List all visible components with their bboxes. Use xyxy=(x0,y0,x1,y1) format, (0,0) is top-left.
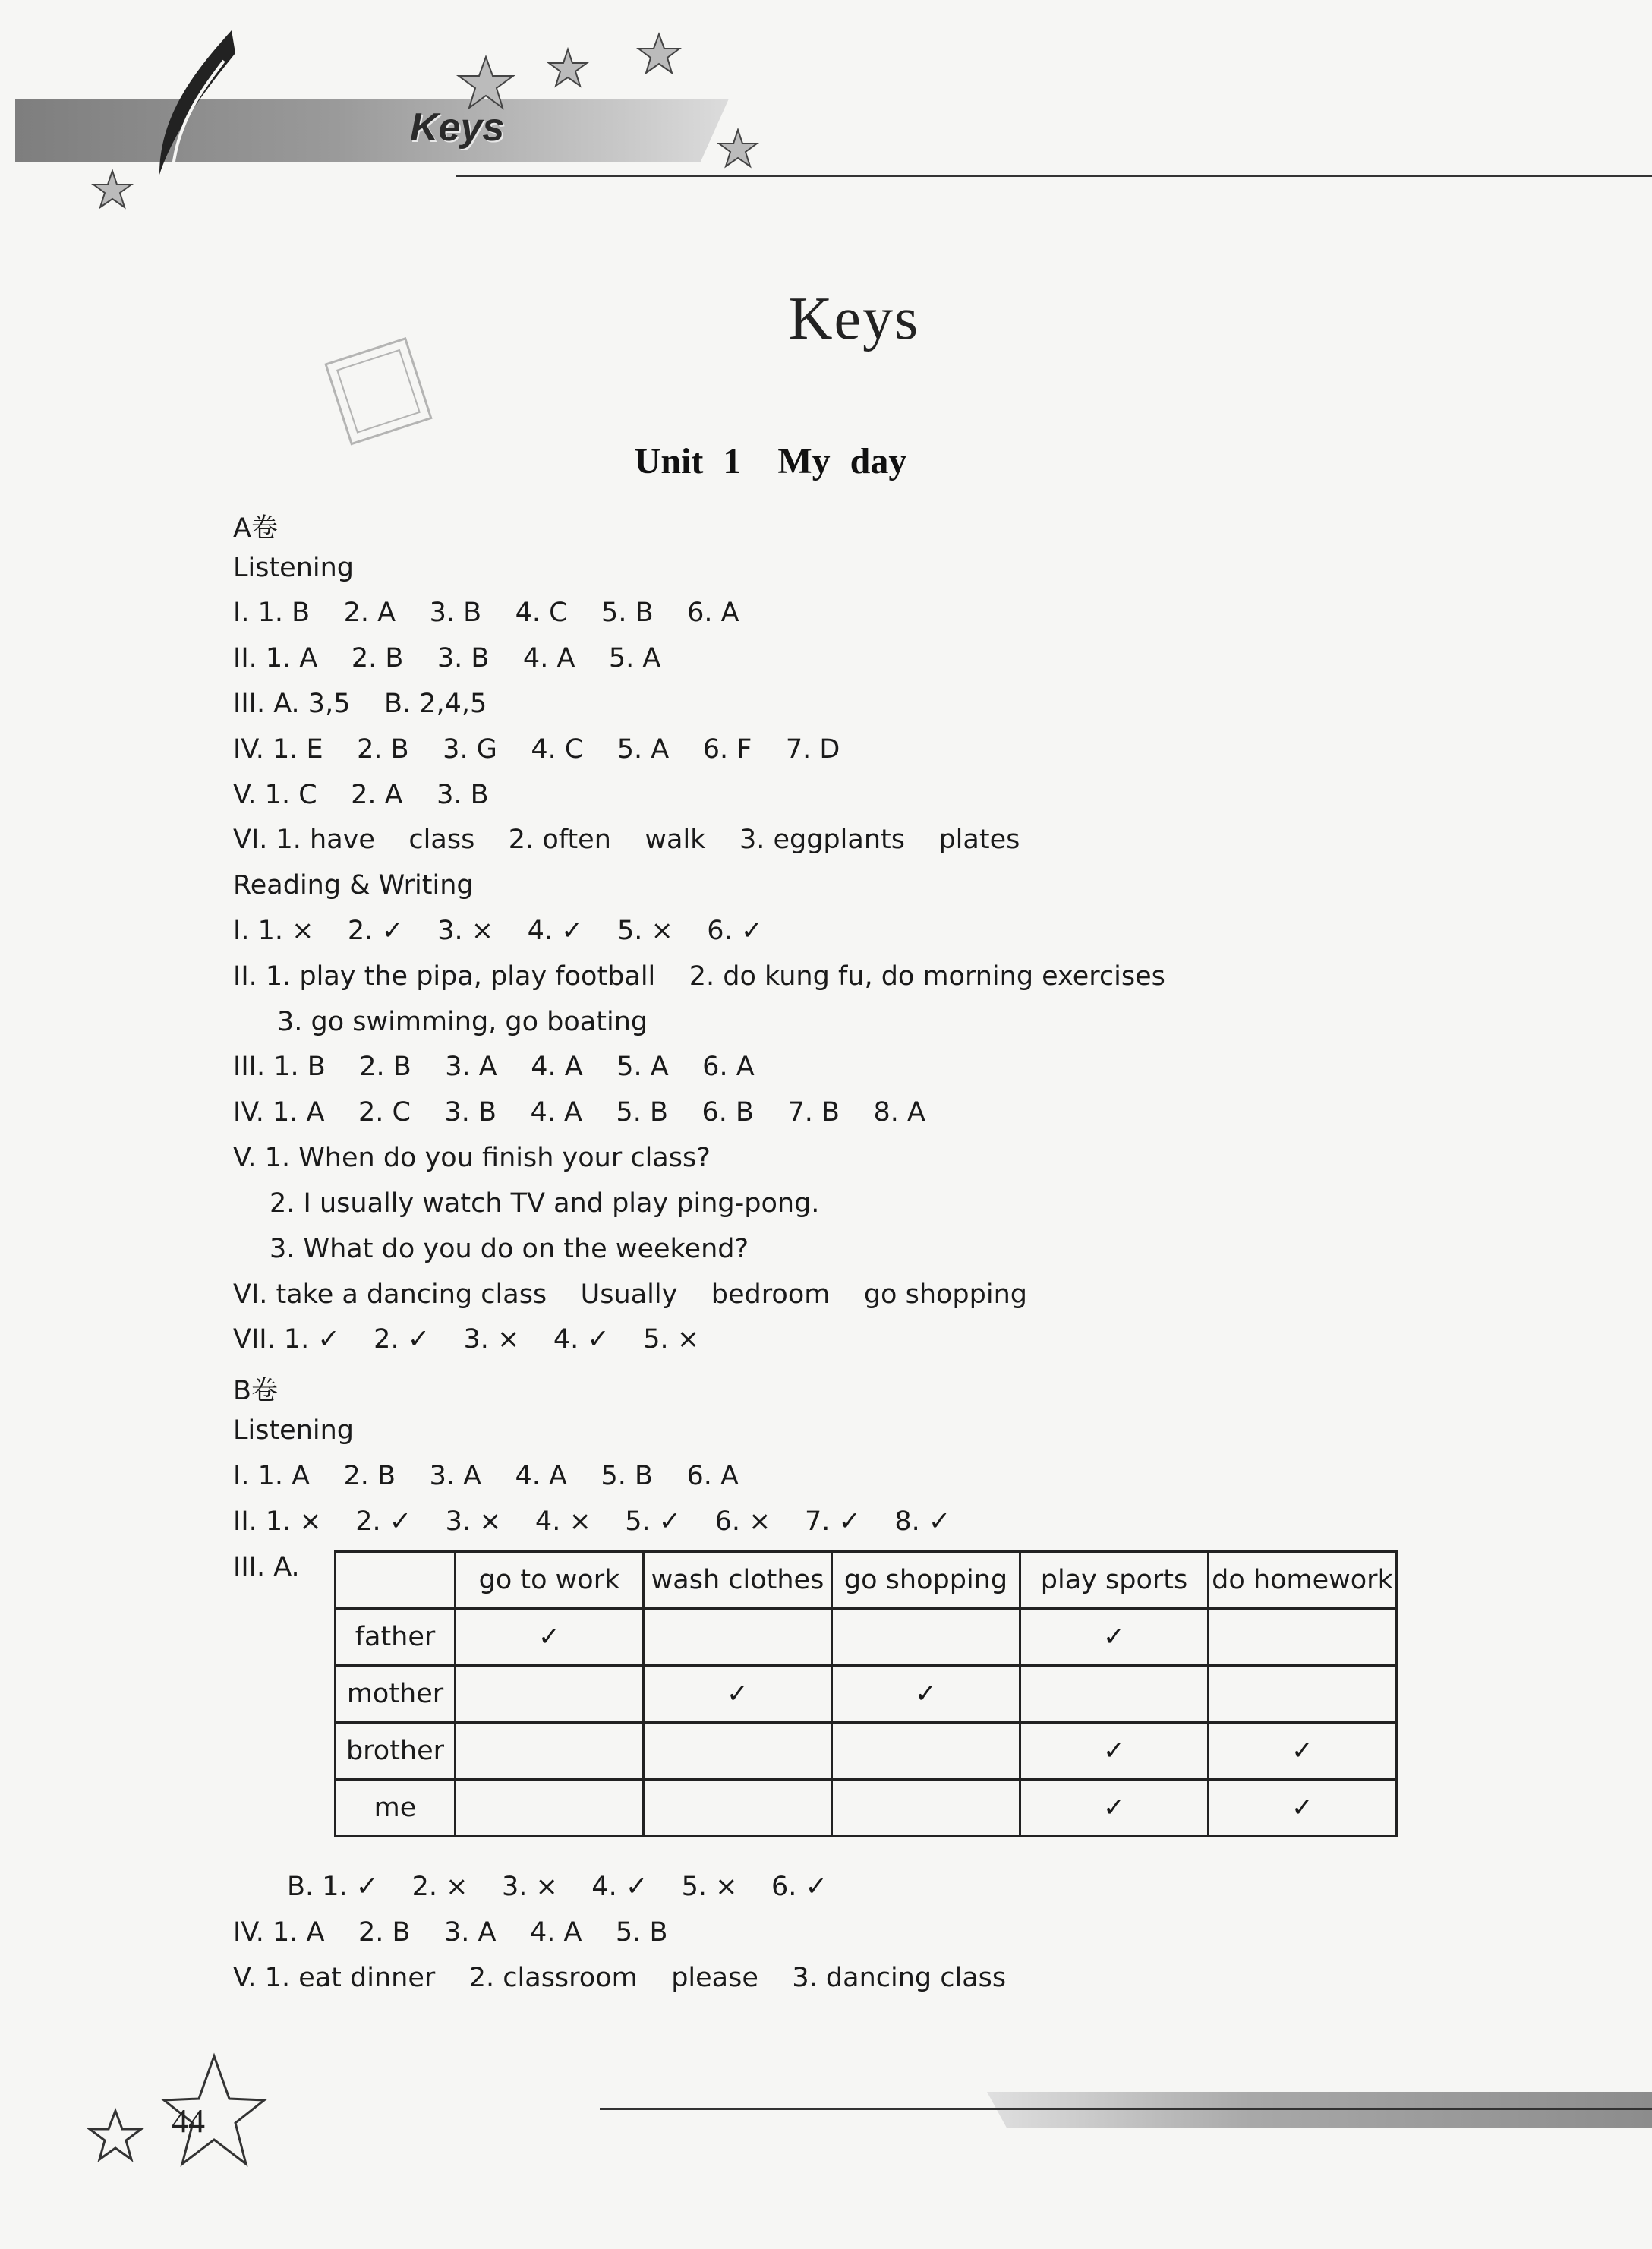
table-cell xyxy=(644,1780,832,1837)
answer-line: 2. I usually watch TV and play ping-pong. xyxy=(270,1188,820,1219)
answer-line: II. 1. × 2. ✓ 3. × 4. × 5. ✓ 6. × 7. ✓ 8. ✓ xyxy=(233,1506,951,1537)
table-cell: ✓ xyxy=(456,1609,644,1666)
table-cell xyxy=(832,1609,1020,1666)
answer-line: IV. 1. A 2. B 3. A 4. A 5. B xyxy=(233,1917,668,1948)
answer-line: VI. 1. have class 2. often walk 3. eggplants plates xyxy=(233,825,1020,855)
header-rule xyxy=(456,175,1652,177)
table-header-cell xyxy=(336,1552,456,1609)
answer-line: V. 1. When do you finish your class? xyxy=(233,1143,711,1173)
page-title: Keys xyxy=(788,285,920,352)
table-header-cell: go shopping xyxy=(832,1552,1020,1609)
activity-table xyxy=(334,1550,1398,1837)
star-icon xyxy=(456,53,516,114)
answer-line: VII. 1. ✓ 2. ✓ 3. × 4. ✓ 5. × xyxy=(233,1324,700,1355)
answer-line: VI. take a dancing class Usually bedroom go shopping xyxy=(233,1279,1027,1310)
page-number: 44 xyxy=(172,2102,205,2140)
table-row xyxy=(336,1723,1397,1780)
answer-line: I. 1. A 2. B 3. A 4. A 5. B 6. A xyxy=(233,1461,739,1491)
table-cell: ✓ xyxy=(1020,1723,1209,1780)
answer-line: B. 1. ✓ 2. × 3. × 4. ✓ 5. × 6. ✓ xyxy=(287,1872,828,1902)
table-header-cell: do homework xyxy=(1209,1552,1397,1609)
answer-line: IV. 1. A 2. C 3. B 4. A 5. B 6. B 7. B 8. A xyxy=(233,1097,925,1128)
table-row xyxy=(336,1780,1397,1837)
answer-line: V. 1. eat dinner 2. classroom please 3. dancing class xyxy=(233,1963,1007,1993)
feather-swoosh-icon xyxy=(144,23,251,182)
table-cell: ✓ xyxy=(832,1666,1020,1723)
footer-rule xyxy=(600,2108,1652,2110)
answer-line: IV. 1. E 2. B 3. G 4. C 5. A 6. F 7. D xyxy=(233,734,840,765)
answer-line: 3. go swimming, go boating xyxy=(277,1007,648,1037)
table-row xyxy=(336,1609,1397,1666)
row-label: brother xyxy=(336,1723,456,1780)
section-a-heading: A卷 xyxy=(233,513,278,544)
table-cell xyxy=(1020,1666,1209,1723)
table-cell: ✓ xyxy=(1020,1780,1209,1837)
listening-heading: Listening xyxy=(233,553,355,583)
unit-title: Unit 1 My day xyxy=(634,441,907,481)
answer-line: III. A. 3,5 B. 2,4,5 xyxy=(233,689,487,719)
table-cell xyxy=(644,1723,832,1780)
footer-bar xyxy=(987,2092,1652,2128)
table-cell xyxy=(832,1723,1020,1780)
row-label: father xyxy=(336,1609,456,1666)
reading-writing-heading: Reading & Writing xyxy=(233,870,474,901)
answer-line: II. 1. A 2. B 3. B 4. A 5. A xyxy=(233,643,661,673)
table-cell xyxy=(456,1723,644,1780)
section-b-heading: B卷 xyxy=(233,1376,279,1406)
table-cell: ✓ xyxy=(1209,1780,1397,1837)
table-header-row xyxy=(336,1552,1397,1609)
answer-line: III. A. xyxy=(233,1552,300,1582)
star-icon xyxy=(717,128,759,170)
answer-line: II. 1. play the pipa, play football 2. do kung fu, do morning exercises xyxy=(233,961,1165,992)
table-cell xyxy=(1209,1666,1397,1723)
listening-heading: Listening xyxy=(233,1415,355,1446)
table-cell: ✓ xyxy=(1209,1723,1397,1780)
answer-line: III. 1. B 2. B 3. A 4. A 5. A 6. A xyxy=(233,1052,755,1082)
table-header-cell: go to work xyxy=(456,1552,644,1609)
header-banner xyxy=(15,99,729,162)
answer-line: 3. What do you do on the weekend? xyxy=(270,1234,749,1264)
table-cell xyxy=(1209,1609,1397,1666)
star-icon xyxy=(547,47,589,90)
table-row xyxy=(336,1666,1397,1723)
table-cell: ✓ xyxy=(644,1666,832,1723)
table-cell: ✓ xyxy=(1020,1609,1209,1666)
table-header-cell: wash clothes xyxy=(644,1552,832,1609)
star-icon xyxy=(636,32,682,77)
answer-line: I. 1. × 2. ✓ 3. × 4. ✓ 5. × 6. ✓ xyxy=(233,916,764,946)
banner-title: Keys xyxy=(410,106,505,150)
star-icon xyxy=(91,169,134,211)
row-label: me xyxy=(336,1780,456,1837)
table-cell xyxy=(456,1666,644,1723)
answer-line: V. 1. C 2. A 3. B xyxy=(233,780,489,810)
table-header-cell: play sports xyxy=(1020,1552,1209,1609)
table-cell xyxy=(644,1609,832,1666)
table-cell xyxy=(456,1780,644,1837)
answer-line: I. 1. B 2. A 3. B 4. C 5. B 6. A xyxy=(233,598,739,628)
row-label: mother xyxy=(336,1666,456,1723)
table-cell xyxy=(832,1780,1020,1837)
